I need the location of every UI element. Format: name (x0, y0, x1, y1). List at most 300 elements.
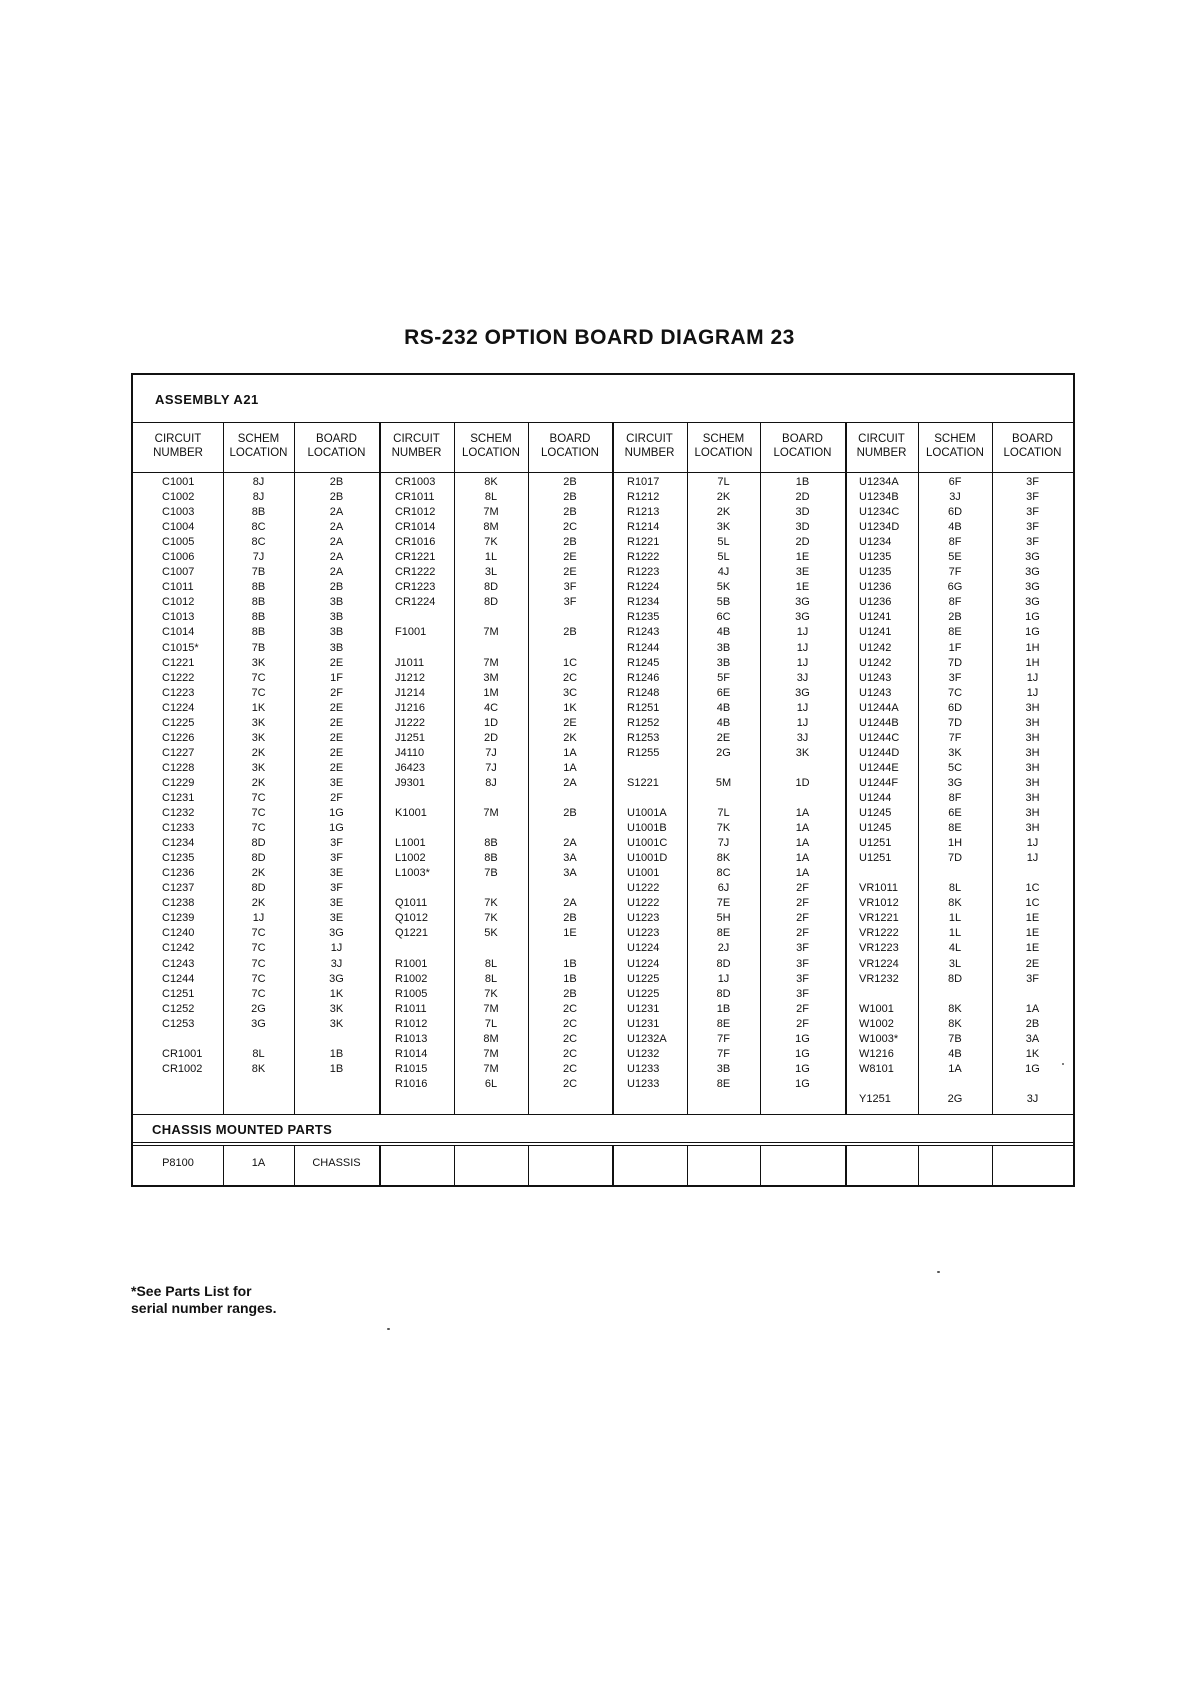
table-cell: U1234C (859, 506, 900, 519)
table-cell: 3G (795, 596, 810, 609)
table-cell: C1244 (162, 972, 195, 985)
table-cell: 6E (948, 807, 962, 820)
table-cell: 1G (1025, 1062, 1040, 1075)
table-cell: C1002 (162, 491, 195, 504)
table-cell: R1223 (627, 566, 660, 579)
table-cell: 3E (329, 897, 344, 910)
table-cell: 7D (947, 852, 963, 865)
table-cell: VR1222 (859, 927, 899, 940)
table-cell: U1001D (627, 852, 668, 865)
table-cell: R1255 (627, 746, 660, 759)
table-cell: 2C (562, 1077, 578, 1090)
table-cell: 8B (251, 506, 266, 519)
table-cell: 3F (563, 596, 577, 609)
table-cell: 8B (484, 837, 498, 850)
table-cell: 8M (483, 521, 499, 534)
table-cell: J4110 (395, 746, 425, 759)
header-circuit-number: CIRCUIT NUMBER (624, 433, 675, 459)
table-cell: CR1223 (395, 581, 436, 594)
table-cell: 7F (717, 1032, 730, 1045)
table-cell: Q1012 (395, 912, 429, 925)
table-cell: U1232 (627, 1047, 660, 1060)
table-cell: C1231 (162, 791, 195, 804)
table-cell: 3F (1026, 521, 1039, 534)
table-cell: 2B (948, 611, 962, 624)
table-cell: 1J (796, 626, 809, 639)
table-cell: 3G (795, 611, 810, 624)
table-cell (223, 1032, 294, 1047)
table-cell: 8J (252, 476, 265, 488)
table-cell: 5K (716, 581, 731, 594)
table-cell: 1E (795, 551, 810, 564)
table-cell: U1243 (859, 686, 892, 699)
table-cell: 2E (329, 656, 344, 669)
table-cell: 3J (330, 957, 343, 970)
table-cell: 2B (329, 491, 344, 504)
table-cell: 3A (563, 852, 577, 865)
table-cell: 3F (796, 957, 809, 970)
table-cell: 8D (716, 987, 731, 1000)
table-cell: 6F (948, 476, 962, 488)
table-cell: 2E (563, 551, 577, 564)
table-cell: 3E (329, 776, 344, 789)
table-cell: 3K (251, 656, 266, 669)
table-cell: 8J (485, 776, 497, 789)
table-cell: 1D (483, 716, 499, 729)
table-cell: 1A (563, 761, 577, 774)
table-cell: 8K (948, 1002, 962, 1015)
table-cell: C1251 (162, 987, 195, 1000)
table-cell: 2E (329, 716, 344, 729)
table-cell: U1223 (627, 912, 660, 925)
table-cell: 1J (717, 972, 730, 985)
table-cell: 1J (796, 716, 809, 729)
table-cell: R1224 (627, 581, 660, 594)
table-cell: U1234D (859, 521, 900, 534)
table-cell: U1224 (627, 957, 660, 970)
table-cell: U1245 (859, 822, 892, 835)
table-cell: R1221 (627, 536, 660, 549)
table-cell: W1003* (859, 1032, 899, 1045)
table-cell: 7M (483, 1062, 499, 1075)
table-cell: CR1014 (395, 521, 436, 534)
table-cell: W8101 (859, 1062, 894, 1075)
table-cell: 3E (329, 912, 344, 925)
table-cell: 1E (1025, 912, 1040, 925)
table-cell: 3F (796, 987, 809, 1000)
table-cell: U1001B (627, 822, 667, 835)
table-cell: 8D (947, 972, 963, 985)
table-cell: U1234 (859, 536, 892, 549)
table-cell: 1J (796, 641, 809, 654)
table-cell: 1K (563, 701, 577, 714)
table-cell: 3F (1026, 972, 1039, 985)
table-cell: U1235 (859, 551, 892, 564)
table-cell: 2A (329, 551, 344, 564)
table-cell: 8B (251, 581, 266, 594)
table-cell (859, 1077, 918, 1092)
table-cell: R1222 (627, 551, 660, 564)
table-cell: 1J (1026, 852, 1039, 865)
table-cell: 1A (795, 822, 810, 835)
table-cell (687, 761, 760, 776)
table-cell: U1241 (859, 611, 892, 624)
table-cell (918, 1077, 992, 1092)
table-cell: 1G (795, 1077, 810, 1090)
table-cell: 1G (329, 822, 344, 835)
table-cell: 3K (251, 761, 266, 774)
table-cell: J1216 (395, 701, 425, 714)
table-cell: 8B (251, 626, 266, 639)
table-cell: 2C (562, 1032, 578, 1045)
table-cell: J1212 (395, 671, 425, 684)
table-cell: 2G (251, 1002, 266, 1015)
table-cell: R1015 (395, 1062, 428, 1075)
table-cell: 1J (1026, 671, 1039, 684)
table-cell: C1252 (162, 1002, 195, 1015)
table-cell: 2J (717, 942, 730, 955)
table-cell: 1A (948, 1062, 962, 1075)
table-cell: U1234A (859, 476, 899, 488)
table-cell: VR1232 (859, 972, 899, 985)
table-cell: 7J (717, 837, 730, 850)
table-cell: 1H (1025, 656, 1040, 669)
table-cell: 8L (948, 882, 962, 895)
table-cell: 8E (948, 626, 962, 639)
table-cell: U1242 (859, 656, 892, 669)
table-cell: 2B (563, 987, 577, 1000)
table-cell: 3G (1025, 581, 1040, 594)
table-cell: 3J (949, 491, 961, 504)
table-cell: 7C (251, 807, 266, 820)
table-cell: U1236 (859, 596, 892, 609)
table-cell: 3G (1025, 551, 1040, 564)
table-cell: 1K (1025, 1047, 1040, 1060)
table-cell: 2C (562, 521, 578, 534)
table-cell: 1B (329, 1047, 344, 1060)
table-cell: R1005 (395, 987, 428, 1000)
table-cell: U1225 (627, 987, 660, 1000)
table-cell: 2D (483, 731, 499, 744)
table-cell: 3K (329, 1017, 344, 1030)
table-cell: 3C (562, 686, 578, 699)
table-cell: J1222 (395, 716, 425, 729)
table-cell: C1013 (162, 611, 195, 624)
table-cell: CR1222 (395, 566, 436, 579)
table-cell: VR1011 (859, 882, 898, 895)
table-cell: 2D (795, 491, 810, 504)
table-cell (395, 821, 454, 836)
table-cell (162, 1032, 222, 1047)
table-cell: C1242 (162, 942, 195, 955)
table-cell: 7F (948, 566, 962, 579)
table-cell: U1224 (627, 942, 660, 955)
table-cell: 3F (796, 972, 809, 985)
footnote (131, 1283, 277, 1317)
table-cell: 5L (717, 536, 730, 549)
table-cell: 2K (251, 867, 266, 880)
table-cell: VR1224 (859, 957, 899, 970)
footnote-line: serial number ranges. (131, 1300, 277, 1316)
table-cell: 3G (251, 1017, 266, 1030)
table-cell: 1L (484, 551, 498, 564)
table-cell: 8D (251, 852, 266, 865)
table-cell: 2E (329, 746, 344, 759)
table-cell: 4B (716, 626, 731, 639)
table-cell: C1222 (162, 671, 195, 684)
table-cell: 1L (948, 912, 962, 925)
table-cell: U1244C (859, 731, 900, 744)
table-cell: 2G (947, 1092, 963, 1105)
table-cell: 1E (1025, 942, 1040, 955)
table-cell: CR1012 (395, 506, 436, 519)
table-cell: 6J (717, 882, 730, 895)
table-cell: C1004 (162, 521, 195, 534)
table-cell (395, 791, 454, 806)
column-schem-location (454, 475, 528, 1092)
table-cell: U1001A (627, 807, 667, 820)
table-cell: 1J (796, 656, 809, 669)
col-divider (454, 1145, 455, 1185)
table-cell (528, 641, 612, 656)
table-cell: 6E (716, 686, 731, 699)
table-cell: 3B (716, 641, 731, 654)
group-divider (612, 422, 614, 1114)
table-cell: CR1224 (395, 596, 436, 609)
table-cell: 6D (947, 506, 963, 519)
table-cell: 1J (1026, 686, 1039, 699)
table-cell (454, 610, 528, 625)
table-cell: 1F (948, 641, 962, 654)
table-cell: 8F (948, 596, 962, 609)
table-cell: W1002 (859, 1017, 894, 1030)
table-cell: 3H (1025, 807, 1040, 820)
table-cell: 4B (716, 701, 731, 714)
table-cell: 7E (716, 897, 731, 910)
table-cell: 1J (330, 942, 343, 955)
table-cell: 2F (796, 927, 809, 940)
table-cell: 3F (1026, 491, 1039, 504)
table-cell: 1C (562, 656, 578, 669)
table-cell: U1233 (627, 1077, 660, 1090)
table-cell: L1002 (395, 852, 426, 865)
table-cell: 3F (330, 882, 343, 895)
table-cell: U1235 (859, 566, 892, 579)
table-cell: 8K (948, 1017, 962, 1030)
chassis-rule-double (133, 1145, 1073, 1146)
table-cell: 3H (1025, 822, 1040, 835)
table-cell: 2A (329, 506, 344, 519)
table-cell: 8D (251, 882, 266, 895)
table-cell: J6423 (395, 761, 425, 774)
column-schem-location (687, 475, 760, 1092)
table-cell: 7C (251, 942, 266, 955)
table-cell: 7K (716, 822, 731, 835)
table-cell: 3K (251, 716, 266, 729)
table-cell: 3H (1025, 776, 1040, 789)
header-board-location: BOARD LOCATION (773, 433, 832, 459)
table-cell (760, 791, 845, 806)
table-cell: 4B (716, 716, 731, 729)
table-cell: 2D (795, 536, 810, 549)
scan-speck (387, 1328, 390, 1330)
table-cell: C1007 (162, 566, 195, 579)
table-cell: 3E (329, 867, 344, 880)
table-cell: C1229 (162, 776, 195, 789)
table-cell: 7F (717, 1047, 730, 1060)
table-cell: 7B (251, 641, 266, 654)
table-cell: C1001 (162, 476, 195, 488)
column-board-location (760, 475, 845, 1092)
table-cell (395, 881, 454, 896)
table-cell: 1L (948, 927, 962, 940)
chassis-rule-mid (133, 1142, 1073, 1143)
scan-speck (937, 1271, 940, 1273)
table-cell: 3B (329, 641, 344, 654)
table-cell: C1237 (162, 882, 195, 895)
table-cell: 3J (796, 731, 809, 744)
chassis-circuit-number: P8100 (162, 1157, 194, 1169)
table-cell: 7K (484, 536, 498, 549)
table-cell: C1223 (162, 686, 195, 699)
table-cell: 1A (795, 852, 810, 865)
table-cell: 3K (251, 731, 266, 744)
table-cell: U1236 (859, 581, 892, 594)
table-cell: 1E (795, 581, 810, 594)
table-cell (992, 1077, 1073, 1092)
table-cell: 2F (796, 912, 809, 925)
table-cell (454, 791, 528, 806)
table-cell: 1J (796, 701, 809, 714)
table-cell (528, 881, 612, 896)
table-cell: R1014 (395, 1047, 428, 1060)
table-cell: 2A (563, 897, 577, 910)
table-cell: 2B (563, 476, 577, 488)
table-cell: C1253 (162, 1017, 195, 1030)
group-divider (612, 1145, 614, 1185)
table-cell: 8K (251, 1062, 266, 1075)
table-cell: R1213 (627, 506, 660, 519)
table-cell: 3B (329, 626, 344, 639)
table-cell: 3F (563, 581, 577, 594)
table-cell: 2E (563, 716, 577, 729)
table-cell: 3G (795, 686, 810, 699)
table-cell: 6D (947, 701, 963, 714)
table-cell (454, 941, 528, 956)
table-cell: CR1016 (395, 536, 436, 549)
table-cell: 3J (1026, 1092, 1039, 1105)
table-cell: 3M (483, 671, 499, 684)
table-cell: 8C (251, 536, 266, 549)
table-cell: R1011 (395, 1002, 427, 1015)
table-cell: U1001 (627, 867, 660, 880)
table-cell: 2A (563, 776, 577, 789)
table-cell: 8K (484, 476, 498, 488)
table-cell: 1B (716, 1002, 731, 1015)
table-cell: U1222 (627, 882, 660, 895)
table-cell: 1G (1025, 626, 1040, 639)
table-cell: 8M (483, 1032, 499, 1045)
table-cell: 2K (251, 746, 266, 759)
table-cell: J9301 (395, 776, 425, 789)
table-cell: 3B (716, 1062, 731, 1075)
table-cell (395, 641, 454, 656)
table-cell: 7D (947, 656, 963, 669)
table-cell: R1012 (395, 1017, 428, 1030)
table-cell: U1245 (859, 807, 892, 820)
table-cell: 5H (716, 912, 731, 925)
table-cell: 1G (795, 1062, 810, 1075)
table-cell: 8B (484, 852, 498, 865)
table-cell: C1015* (162, 641, 199, 654)
table-cell: 7C (251, 987, 266, 1000)
table-cell: 3K (329, 1002, 344, 1015)
table-cell: 3B (716, 656, 731, 669)
table-cell: C1243 (162, 957, 195, 970)
table-cell: 1J (1026, 837, 1039, 850)
table-cell: R1017 (627, 476, 660, 488)
table-cell: 1A (795, 837, 810, 850)
col-divider (992, 1145, 993, 1185)
column-circuit-number (859, 475, 918, 1107)
table-cell: 2B (563, 491, 577, 504)
table-cell: 1G (329, 807, 344, 820)
table-cell: 8K (948, 897, 962, 910)
table-cell: U1231 (627, 1017, 660, 1030)
chassis-schem-location: 1A (251, 1157, 266, 1169)
table-cell: 2E (1025, 957, 1040, 970)
table-cell: 7C (251, 686, 266, 699)
table-cell (528, 791, 612, 806)
table-cell: 7K (484, 912, 498, 925)
column-schem-location (223, 475, 294, 1077)
table-cell: 8F (948, 536, 962, 549)
table-cell (528, 941, 612, 956)
col-divider (687, 1145, 688, 1185)
table-cell: R1244 (627, 641, 660, 654)
table-cell: CR1003 (395, 476, 436, 488)
table-cell: 8F (948, 791, 962, 804)
table-cell: 5C (947, 761, 963, 774)
table-cell: C1011 (162, 581, 194, 594)
table-cell: 8B (251, 596, 266, 609)
table-cell: 2F (796, 1017, 809, 1030)
table-cell: 1J (252, 912, 265, 925)
table-cell: C1234 (162, 837, 195, 850)
table-cell: 8E (716, 1077, 731, 1090)
table-cell: J1011 (395, 656, 425, 669)
table-cell: 2A (329, 536, 344, 549)
table-cell: 4C (483, 701, 499, 714)
scan-speck (1062, 1063, 1064, 1065)
table-cell (454, 641, 528, 656)
table-cell: CR1002 (162, 1062, 203, 1075)
table-cell: U1244D (859, 746, 900, 759)
table-cell: 5B (716, 596, 731, 609)
table-cell: 2A (563, 837, 577, 850)
table-cell: 3K (795, 746, 810, 759)
table-cell: R1251 (627, 701, 660, 714)
table-cell: 2B (329, 581, 344, 594)
column-circuit-number (395, 475, 454, 1092)
table-cell: 1G (1025, 611, 1040, 624)
table-cell: 5F (717, 671, 730, 684)
table-cell: 7C (251, 822, 266, 835)
table-cell: 8C (251, 521, 266, 534)
table-cell: 8B (251, 611, 266, 624)
table-cell: C1014 (162, 626, 195, 639)
table-cell (918, 866, 992, 881)
